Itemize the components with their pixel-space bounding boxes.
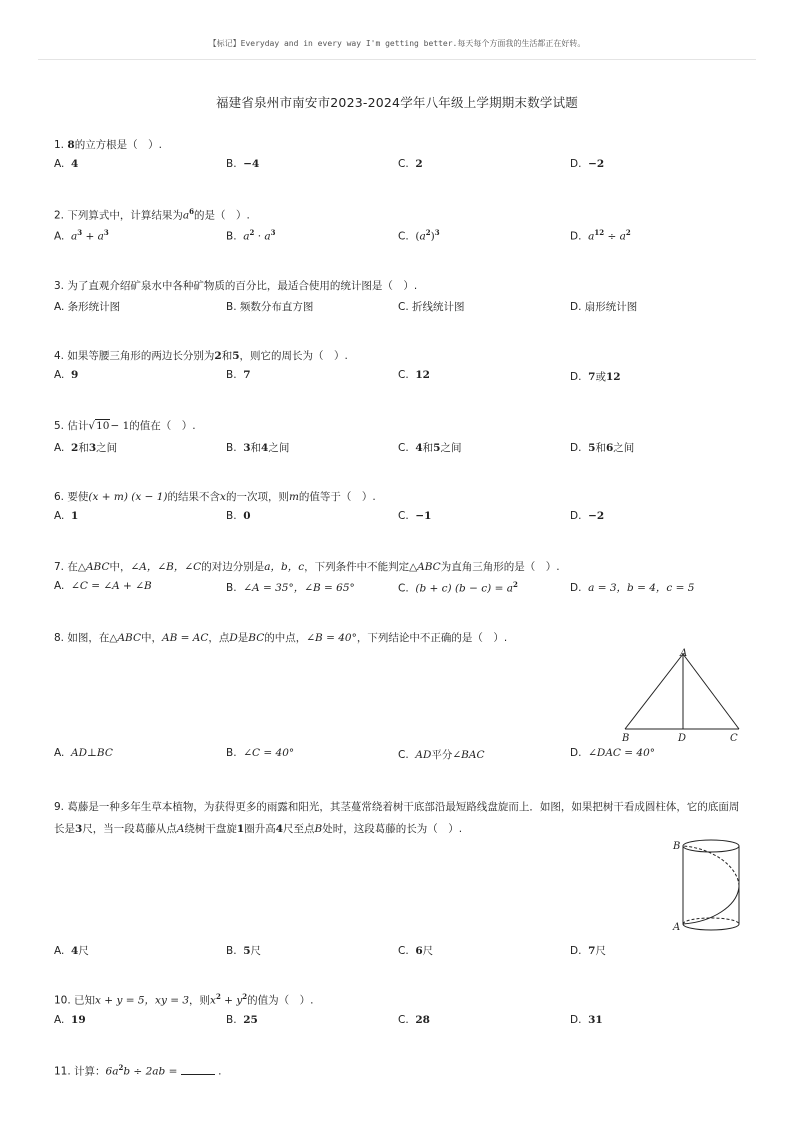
q6-option-d[interactable]: D. −2 — [570, 510, 605, 522]
question-7-stem: 7. 在△ABC中，∠A，∠B，∠C的对边分别是a，b，c，下列条件中不能判定△ABC为直角三角形的是（ ）. — [54, 561, 560, 573]
label-a: A — [680, 648, 688, 659]
q9-option-d[interactable]: D. 7尺 — [570, 945, 606, 957]
q7-option-d[interactable]: D. a = 3，b = 4，c = 5 — [570, 582, 695, 594]
question-4-stem: 4. 如果等腰三角形的两边长分别为2和5，则它的周长为（ ）. — [54, 350, 348, 362]
cylinder-bottom-front — [683, 924, 739, 930]
side-ab — [625, 654, 683, 729]
q5-option-b[interactable]: B. 3和4之间 — [226, 442, 290, 454]
vine-front — [683, 886, 739, 924]
q4-option-d[interactable]: D. 7或12 — [570, 371, 621, 383]
q1-option-a[interactable]: A. 4 — [54, 158, 79, 170]
q9-option-a[interactable]: A. 4尺 — [54, 945, 89, 957]
q1-option-c[interactable]: C. 2 — [398, 158, 423, 170]
q5-option-a[interactable]: A. 2和3之间 — [54, 442, 118, 454]
q10-option-c[interactable]: C. 28 — [398, 1014, 430, 1026]
label-c: C — [730, 733, 738, 744]
q6-option-b[interactable]: B. 0 — [226, 510, 251, 522]
question-11-stem: 11. 计算：$6a^2b \div 2ab$ = . — [54, 1063, 222, 1078]
q10-option-d[interactable]: D. 31 — [570, 1014, 603, 1026]
q2-option-b[interactable]: B. $a^2 \cdot a^3$ — [226, 228, 276, 243]
header-banner: 【标记】Everyday and in every way I'm getting better.每天每个方面我的生活都正在好转。 — [208, 39, 586, 48]
q3-option-a[interactable]: A. 条形统计图 — [54, 301, 121, 313]
q10-option-a[interactable]: A. 19 — [54, 1014, 86, 1026]
q4-option-c[interactable]: C. 12 — [398, 369, 430, 381]
q10-option-b[interactable]: B. 25 — [226, 1014, 258, 1026]
triangle-figure — [614, 645, 744, 745]
q2-option-c[interactable]: C. $(a^2)^3$ — [398, 228, 440, 243]
q8-option-a[interactable]: A. AD⊥BC — [54, 747, 113, 759]
q7-option-b[interactable]: B. ∠A = 35°，∠B = 65° — [226, 582, 355, 594]
q4-option-b[interactable]: B. 7 — [226, 369, 251, 381]
q9-option-c[interactable]: C. 6尺 — [398, 945, 434, 957]
q8-option-c[interactable]: C. AD平分∠BAC — [398, 749, 485, 761]
q7-option-c[interactable]: C. (b + c) $(b - c) = a^2$ — [398, 580, 518, 595]
q2-option-d[interactable]: D. $a^{12} \div a^2$ — [570, 228, 631, 243]
q1-option-d[interactable]: D. −2 — [570, 158, 605, 170]
q2-option-a[interactable]: A. $a^3 + a^3$ — [54, 228, 109, 243]
q5-option-d[interactable]: D. 5和6之间 — [570, 442, 635, 454]
answer-blank[interactable] — [181, 1065, 215, 1075]
label-a: A — [673, 922, 681, 933]
question-8-stem: 8. 如图，在△ABC中，AB = AC，点D是BC的中点，∠B = 40°，下列结论中不正确的是（ ）. — [54, 632, 508, 644]
page-title: 福建省泉州市南安市2023-2024学年八年级上学期期末数学试题 — [215, 95, 579, 110]
q8-option-d[interactable]: D. ∠DAC = 40° — [570, 747, 656, 759]
q8-option-b[interactable]: B. ∠C = 40° — [226, 747, 295, 759]
q3-option-d[interactable]: D. 扇形统计图 — [570, 301, 638, 313]
label-b: B — [673, 841, 681, 852]
header-divider — [38, 59, 756, 60]
q5-option-c[interactable]: C. 4和5之间 — [398, 442, 462, 454]
label-d: D — [678, 733, 687, 744]
side-ac — [683, 654, 739, 729]
question-10-stem: 10. 已知x + y = 5，xy = 3，则$x^2 + y^2$的值为（ ）. — [54, 992, 314, 1007]
cylinder-top — [683, 840, 739, 852]
q4-option-a[interactable]: A. 9 — [54, 369, 79, 381]
question-5-stem: 5. 估计√10− 1的值在（ ）. — [54, 420, 196, 432]
q9-option-b[interactable]: B. 5尺 — [226, 945, 262, 957]
question-6-stem: 6. 要使(x + m) (x − 1)的结果不含x的一次项，则m的值等于（ ）. — [54, 491, 376, 503]
q6-option-c[interactable]: C. −1 — [398, 510, 432, 522]
label-b: B — [622, 733, 630, 744]
question-9-stem: 9. 葛藤是一种多年生草本植物，为获得更多的雨露和阳光，其茎蔓常绕着树干底部沿最短路线盘旋而上．如图，如果把树干看成圆柱体，它的底面周 长是3尺，当一段葛藤从点A绕树干盘旋1圈升高4尺至点B处时，这段葛藤的长为（ ）. — [54, 801, 740, 835]
q3-option-c[interactable]: C. 折线统计图 — [398, 301, 465, 313]
question-2-stem: 2. 下列算式中，计算结果为$a^6$的是（ ）. — [54, 207, 250, 222]
cylinder-figure — [672, 836, 744, 936]
q7-option-a[interactable]: A. ∠C = ∠A + ∠B — [54, 580, 152, 592]
q6-option-a[interactable]: A. 1 — [54, 510, 79, 522]
q1-option-b[interactable]: B. −4 — [226, 158, 260, 170]
question-3-stem: 3. 为了直观介绍矿泉水中各种矿物质的百分比，最适合使用的统计图是（ ）. — [54, 280, 418, 292]
q3-option-b[interactable]: B. 频数分布直方图 — [226, 301, 314, 313]
question-1-stem: 1. 8的立方根是（ ）. — [54, 139, 163, 151]
